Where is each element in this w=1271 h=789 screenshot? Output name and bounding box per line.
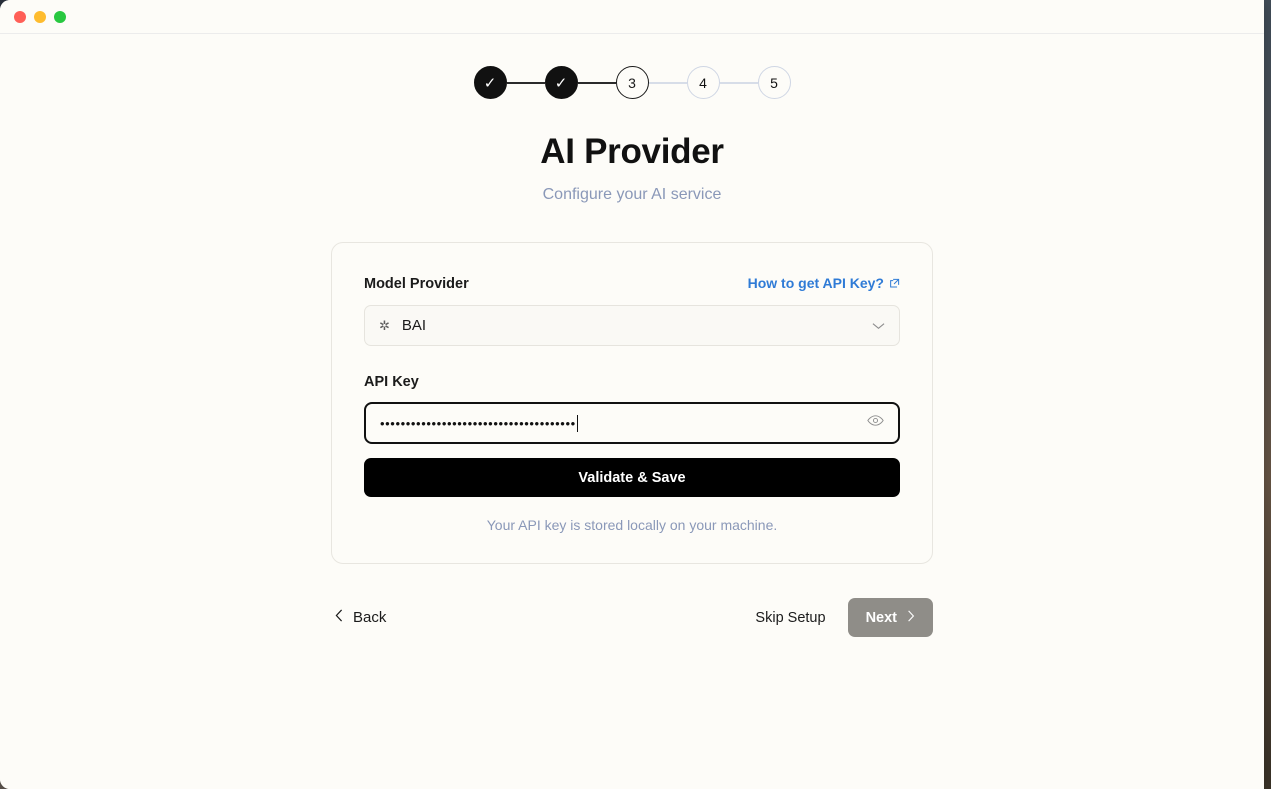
validate-and-save-button[interactable]: Validate & Save bbox=[364, 458, 900, 497]
footer-right-actions bbox=[755, 598, 933, 637]
onboarding-content bbox=[0, 34, 1264, 789]
how-to-get-api-key-link[interactable] bbox=[748, 275, 900, 291]
page-title: AI Provider bbox=[540, 132, 724, 171]
model-provider-value: BAI bbox=[401, 317, 427, 334]
api-key-input[interactable] bbox=[364, 402, 900, 444]
model-provider-label: Model Provider bbox=[364, 276, 469, 292]
step-indicator-3[interactable]: 3 bbox=[616, 66, 649, 99]
next-button[interactable] bbox=[848, 598, 933, 637]
step-connector-3 bbox=[649, 82, 687, 84]
chevron-left-icon bbox=[335, 609, 343, 626]
provider-card bbox=[331, 242, 933, 564]
step-connector-2 bbox=[578, 82, 616, 84]
close-window-button[interactable] bbox=[14, 11, 26, 23]
api-key-label: API Key bbox=[364, 374, 419, 390]
text-caret bbox=[577, 415, 579, 432]
minimize-window-button[interactable] bbox=[34, 11, 46, 23]
step-indicator-4[interactable]: 4 bbox=[687, 66, 720, 99]
storage-note: Your API key is stored locally on your machine. bbox=[486, 517, 778, 533]
step-indicator-1[interactable]: ✓ bbox=[474, 66, 507, 99]
step-indicator-2[interactable]: ✓ bbox=[545, 66, 578, 99]
page-subtitle: Configure your AI service bbox=[542, 186, 722, 203]
external-link-icon bbox=[889, 278, 900, 289]
step-indicator-5[interactable]: 5 bbox=[758, 66, 791, 99]
step-connector-1 bbox=[507, 82, 545, 84]
model-provider-select[interactable] bbox=[364, 305, 900, 346]
step-connector-4 bbox=[720, 82, 758, 84]
provider-label-row bbox=[364, 275, 900, 292]
sparkle-icon: ✲ bbox=[379, 317, 390, 333]
help-link-text: How to get API Key? bbox=[747, 275, 884, 291]
chevron-down-icon bbox=[872, 319, 885, 333]
chevron-right-icon bbox=[907, 610, 915, 625]
eye-icon[interactable] bbox=[867, 414, 884, 432]
progress-stepper bbox=[474, 66, 791, 99]
back-button[interactable] bbox=[331, 603, 390, 632]
skip-setup-button[interactable]: Skip Setup bbox=[755, 609, 826, 626]
api-key-value: •••••••••••••••••••••••••••••••••••••• bbox=[380, 415, 576, 431]
title-bar bbox=[0, 0, 1264, 34]
next-button-label: Next bbox=[865, 609, 897, 626]
back-button-label: Back bbox=[353, 609, 387, 626]
maximize-window-button[interactable] bbox=[54, 11, 66, 23]
wizard-footer bbox=[331, 598, 933, 637]
